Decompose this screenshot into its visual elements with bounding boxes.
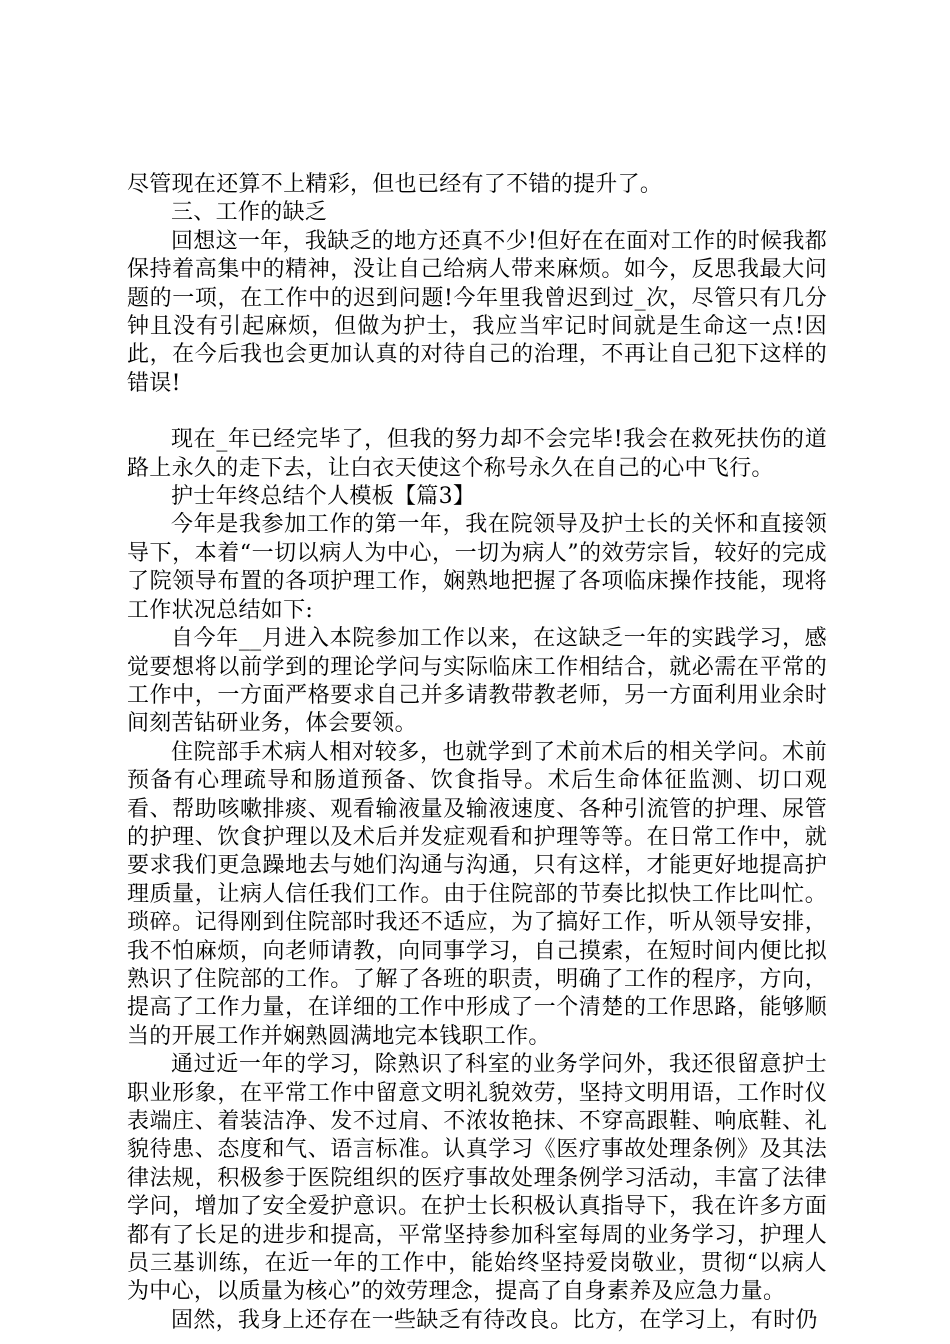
paragraph-8: 住院部手术病人相对较多，也就学到了术前术后的相关学问。术前预备有心理疏导和肠道预备、饮食指导。术后生命体征监测、切口观看、帮助咳嗽排痰、观看输液量及输液速度、各种引流管的护理、尿管的护理、饮食护理以及术后并发症观看和护理等等。在日常工作中，就要求我们更急躁地去与她们沟通与沟通，只有这样，才能更好地提高护理质量，让病人信任我们工作。由于住院部的节奏比拟快工作比叫忙。琐碎。记得刚到住院部时我还不适应，为了搞好工作，听从领导安排，我不怕麻烦，向老师请教，向同事学习，自己摸索，在短时间内便比拟熟识了住院部的工作。了解了各班的职责，明确了工作的程序，方向，提高了工作力量，在详细的工作中形成了一个清楚的工作思路，能够顺当的开展工作并娴熟圆满地完本钱职工作。 <box>127 739 827 1049</box>
section-heading-shortcomings: 三、工作的缺乏 <box>171 200 328 226</box>
paragraph-1: 尽管现在还算不上精彩，但也已经有了不错的提升了。 <box>127 172 663 197</box>
paragraph-10: 固然，我身上还存在一些缺乏有待改良。比方，在学习上，有时仍 <box>171 1307 818 1333</box>
paragraph-3: 回想这一年，我缺乏的地方还真不少!但好在在面对工作的时候我都保持着高集中的精神，没让自己给病人带来麻烦。如今，反思我最大问题的一项，在工作中的迟到问题!今年里我曾迟到过_次，尽管只有几分钟且没有引起麻烦，但做为护士，我应当牢记时间就是生命这一点!因此，在今后我也会更加认真的对待自己的治理，不再让自己犯下这样的错误! <box>127 228 827 396</box>
paragraph-4: 现在_年已经完毕了，但我的努力却不会完毕!我会在救死扶伤的道路上永久的走下去，让白衣天使这个称号永久在自己的心中飞行。 <box>127 427 827 481</box>
paragraph-6: 今年是我参加工作的第一年，我在院领导及护士长的关怀和直接领导下，本着“一切以病人为中心，一切为病人”的效劳宗旨，较好的完成了院领导布置的各项护理工作，娴熟地把握了各项临床操作技能，现将工作状况总结如下: <box>127 512 827 623</box>
paragraph-7: 自今年__月进入本院参加工作以来，在这缺乏一年的实践学习，感觉要想将以前学到的理论学问与实际临床工作相结合，就必需在平常的工作中，一方面严格要求自己并多请教带教老师，另一方面利用业余时间刻苦钻研业务，体会要领。 <box>127 626 827 737</box>
paragraph-9: 通过近一年的学习，除熟识了科室的业务学问外，我还很留意护士职业形象，在平常工作中留意文明礼貌效劳，坚持文明用语，工作时仪表端庄、着装洁净、发不过肩、不浓妆艳抹、不穿高跟鞋、响底鞋、礼貌待患、态度和气、语言标准。认真学习《医疗事故处理条例》及其法律法规，积极参于医院组织的医疗事故处理条例学习活动，丰富了法律学问，增加了安全爱护意识。在护士长积极认真指导下，我在许多方面都有了长足的进步和提高，平常坚持参加科室每周的业务学习，护理人员三基训练，在近一年的工作中，能始终坚持爱岗敬业，贯彻“以病人为中心，以质量为核心”的效劳理念，提高了自身素养及应急力量。 <box>127 1052 827 1305</box>
document-body <box>127 171 827 1335</box>
section-heading-part3: 护士年终总结个人模板【篇3】 <box>171 484 476 510</box>
